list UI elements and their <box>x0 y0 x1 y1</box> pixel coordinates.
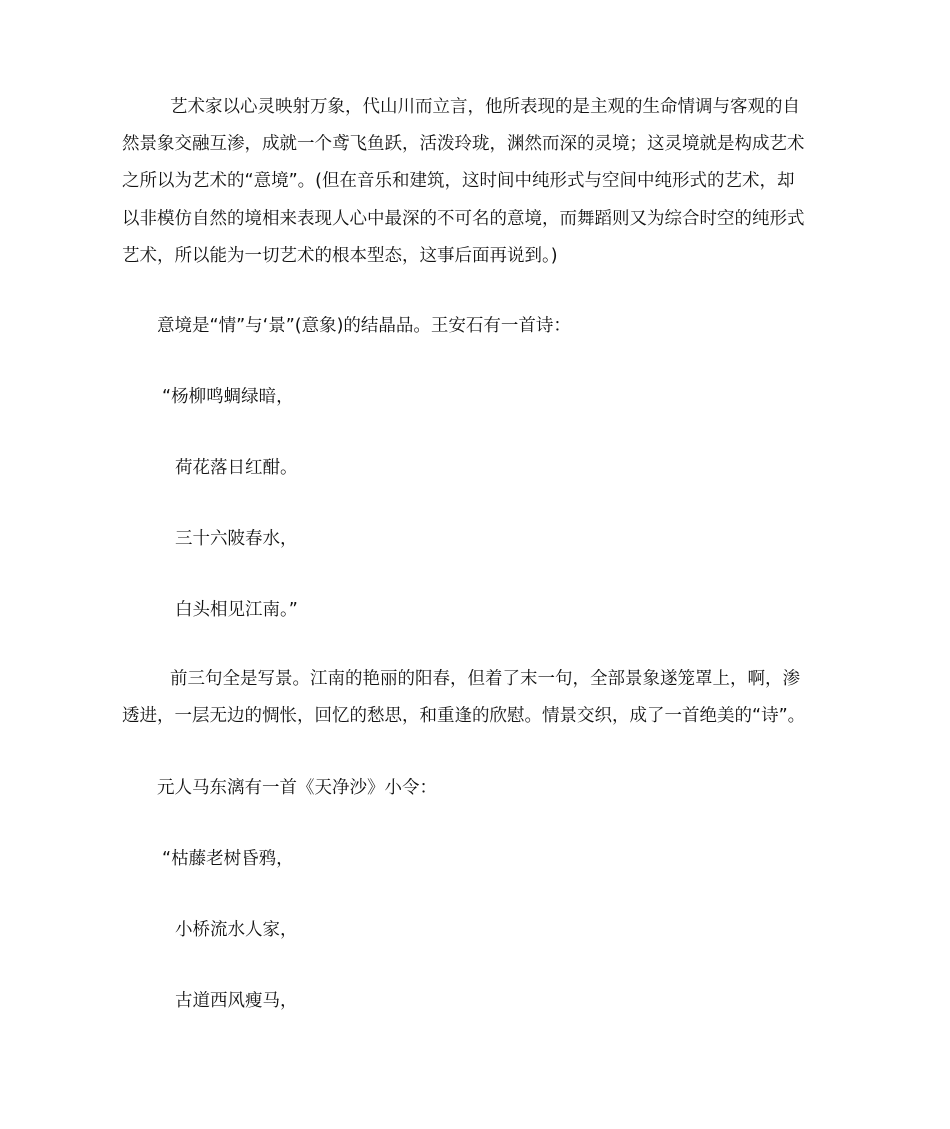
poem-line: “杨柳鸣蜩绿暗， <box>162 387 294 407</box>
text-line: 艺术家以心灵映射万象，代山川而立言，他所表现的是主观的生命情调与客观的自 <box>170 97 800 117</box>
poem-line: 荷花落日红酣。 <box>175 458 298 478</box>
text-line: 之所以为艺术的“意境”。(但在音乐和建筑，这时间中纯形式与空间中纯形式的艺术，却 <box>122 171 795 191</box>
poem-line: 小桥流水人家， <box>175 920 298 940</box>
poem-line: 古道西风瘦马， <box>175 991 298 1011</box>
text-line: 透进，一层无边的惆怅，回忆的愁思，和重逢的欣慰。情景交织，成了一首绝美的“诗”。 <box>122 706 806 726</box>
paragraph-wang-anshi-intro: 意境是“情”与‘景”(意象)的结晶品。王安石有一首诗： <box>157 316 571 336</box>
text-line: 以非模仿自然的境相来表现人心中最深的不可名的意境，而舞蹈则又为综合时空的纯形式 <box>122 209 805 229</box>
text-line: 前三句全是写景。江南的艳丽的阳春，但着了末一句，全部景象遂笼罩上，啊，渗 <box>170 669 800 689</box>
paragraph-ma-dongli-intro: 元人马东漓有一首《天净沙》小令： <box>157 778 437 798</box>
poem-line: “枯藤老树昏鸦， <box>162 849 294 869</box>
text-line: 艺术，所以能为一切艺术的根本型态，这事后面再说到。) <box>122 246 558 266</box>
poem-line: 三十六陂春水， <box>175 529 298 549</box>
poem-line: 白头相见江南。” <box>175 600 298 620</box>
text-line: 然景象交融互渗，成就一个鸢飞鱼跃，活泼玲珑，渊然而深的灵境；这灵境就是构成艺术 <box>122 134 805 154</box>
